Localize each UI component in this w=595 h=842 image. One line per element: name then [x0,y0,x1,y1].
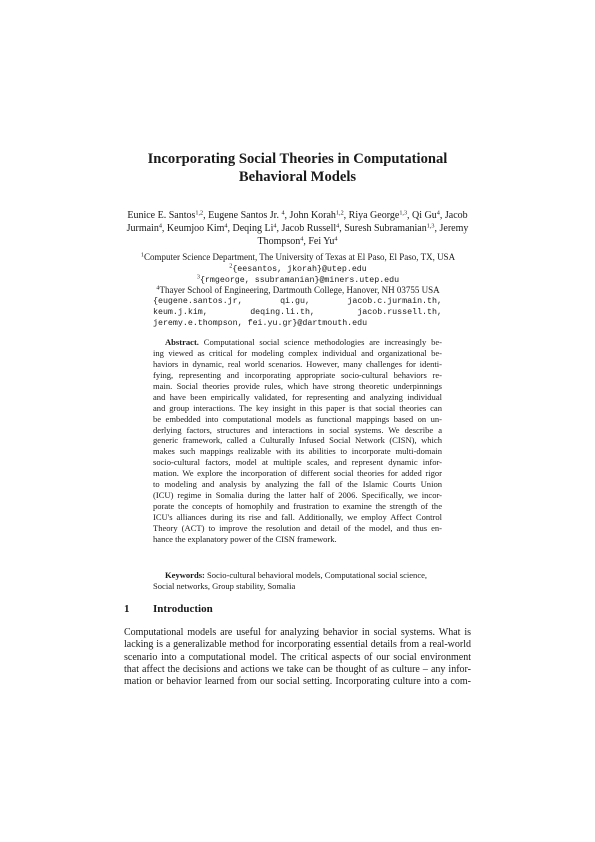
author-line-2: Jurmain$^4$, Keumjoo Kim$^4$, Deqing Li$^4$, Jacob Russell$^4$, Suresh Subramanian$^{1,3}$, Jeremy [126,222,469,234]
abstract-line: Abstract. Computational social science methodologies are increasingly be- [165,337,442,347]
author-line-3: Thompson$^4$, Fei Yu$^4$ [257,235,338,247]
section-heading [124,603,213,615]
abstract-line: haviors in dynamic, real world scenarios. However, many challenges for identi- [153,358,442,369]
abstract-line: Theory (ACT) to improve the resolution and detail of the model, and thus en- [153,522,442,533]
abstract-line: to modeling and analysis by analyzing the fall of the Islamic Courts Union [153,479,442,490]
abstract-line: mation. We explore the incorporation of different social theories for added rigor [153,468,442,479]
abstract-line: (ICU) regime in Somalia during the latter half of 2006. Specifically, we incor- [153,490,442,501]
affiliation-1: $^1$Computer Science Department, The University of Texas at El Paso, El Paso, TX, USA [140,251,456,262]
email-row: {eugene.santos.jr, qi.gu, jacob.c.jurmain.th, [153,297,442,306]
section-number: 1 [124,603,130,615]
dartmouth-emails [153,296,442,329]
author-line-1: Eunice E. Santos$^{1,2}$, Eugene Santos Jr. $^4$, John Korah$^{1,2}$, Riya George$^{1,3}$, Qi Gu$^4$, Jacob [127,209,468,221]
keywords-label: Keywords: [165,570,205,580]
body-line: mation or behavior learned from our social setting. Incorporating culture into a com- [124,676,471,688]
email-row: jeremy.e.thompson, fei.yu.gr}@dartmouth.edu [153,319,368,328]
author-list [110,209,485,248]
abstract-line: makes such mappings realizable with its abilities to incorporate multi-domain [153,446,442,457]
abstract-line: be embedded into computational models as functional mappings based on un- [153,413,442,424]
email-row: keum.j.kim, deqing.li.th, jacob.russell.th, [153,308,442,317]
abstract-line: hance the explanatory power of the CISN framework. [153,533,337,544]
affiliation-2-email: $^2${eesantos, jkorah}@utep.edu [229,262,367,274]
abstract-line: porate the concepts of homophily and frustration to examine the strength of the [153,501,442,512]
section-title: Introduction [153,603,213,615]
abstract-line: generic framework, called a Culturally Infused Social Network (CISN), which [153,435,442,446]
affiliation-3-email: $^3${rmgeorge, ssubramanian}@miners.utep.edu [196,273,400,285]
keywords-line: Social networks, Group stability, Somalia [153,580,296,591]
abstract-label: Abstract. [165,337,199,347]
body-line: that affect the decisions and actions we take can be thought of as culture – any infor- [124,663,471,675]
body-line: lacking is a generalizable method for incorporating essential details from a real-world [124,639,471,651]
body-line: scenario into a computational model. The critical aspects of our social environment [124,651,471,663]
abstract-line: and have been empirically validated, for representing and analyzing individual [153,391,442,402]
abstract-line: and group interactions. The key insight in this paper is that social theories can [153,402,442,413]
title-line-2: Behavioral Models [238,169,357,185]
abstract [153,337,442,545]
abstract-line: socio-cultural factors, model at multiple scales, and represent dynamic infor- [153,457,442,468]
affiliation-4: $^4$Thayer School of Engineering, Dartmouth College, Hanover, NH 03755 USA [156,284,440,295]
body-line: Computational models are useful for analyzing behavior in social systems. What is [124,627,471,638]
keywords-line: Keywords: Socio-cultural behavioral models, Computational social science, [165,570,428,580]
title-line-1: Incorporating Social Theories in Computational [147,151,448,167]
abstract-line: ICU's alliances during its rise and fall. Additionally, we employ Affect Control [153,512,442,522]
abstract-line: ing viewed as critical for modeling complex individual and organizational be- [153,347,442,358]
abstract-line: fying, representing and incorporating appropriate socio-cultural behaviors re- [153,369,442,380]
abstract-line: derlying factors, structures and interactions in social systems. We describe a [153,424,442,435]
body-text [124,627,471,688]
paper-title [0,150,595,186]
keywords [153,570,442,592]
abstract-line: main. Social theories provide rules, which have strong theoretic underpinnings [153,380,442,391]
